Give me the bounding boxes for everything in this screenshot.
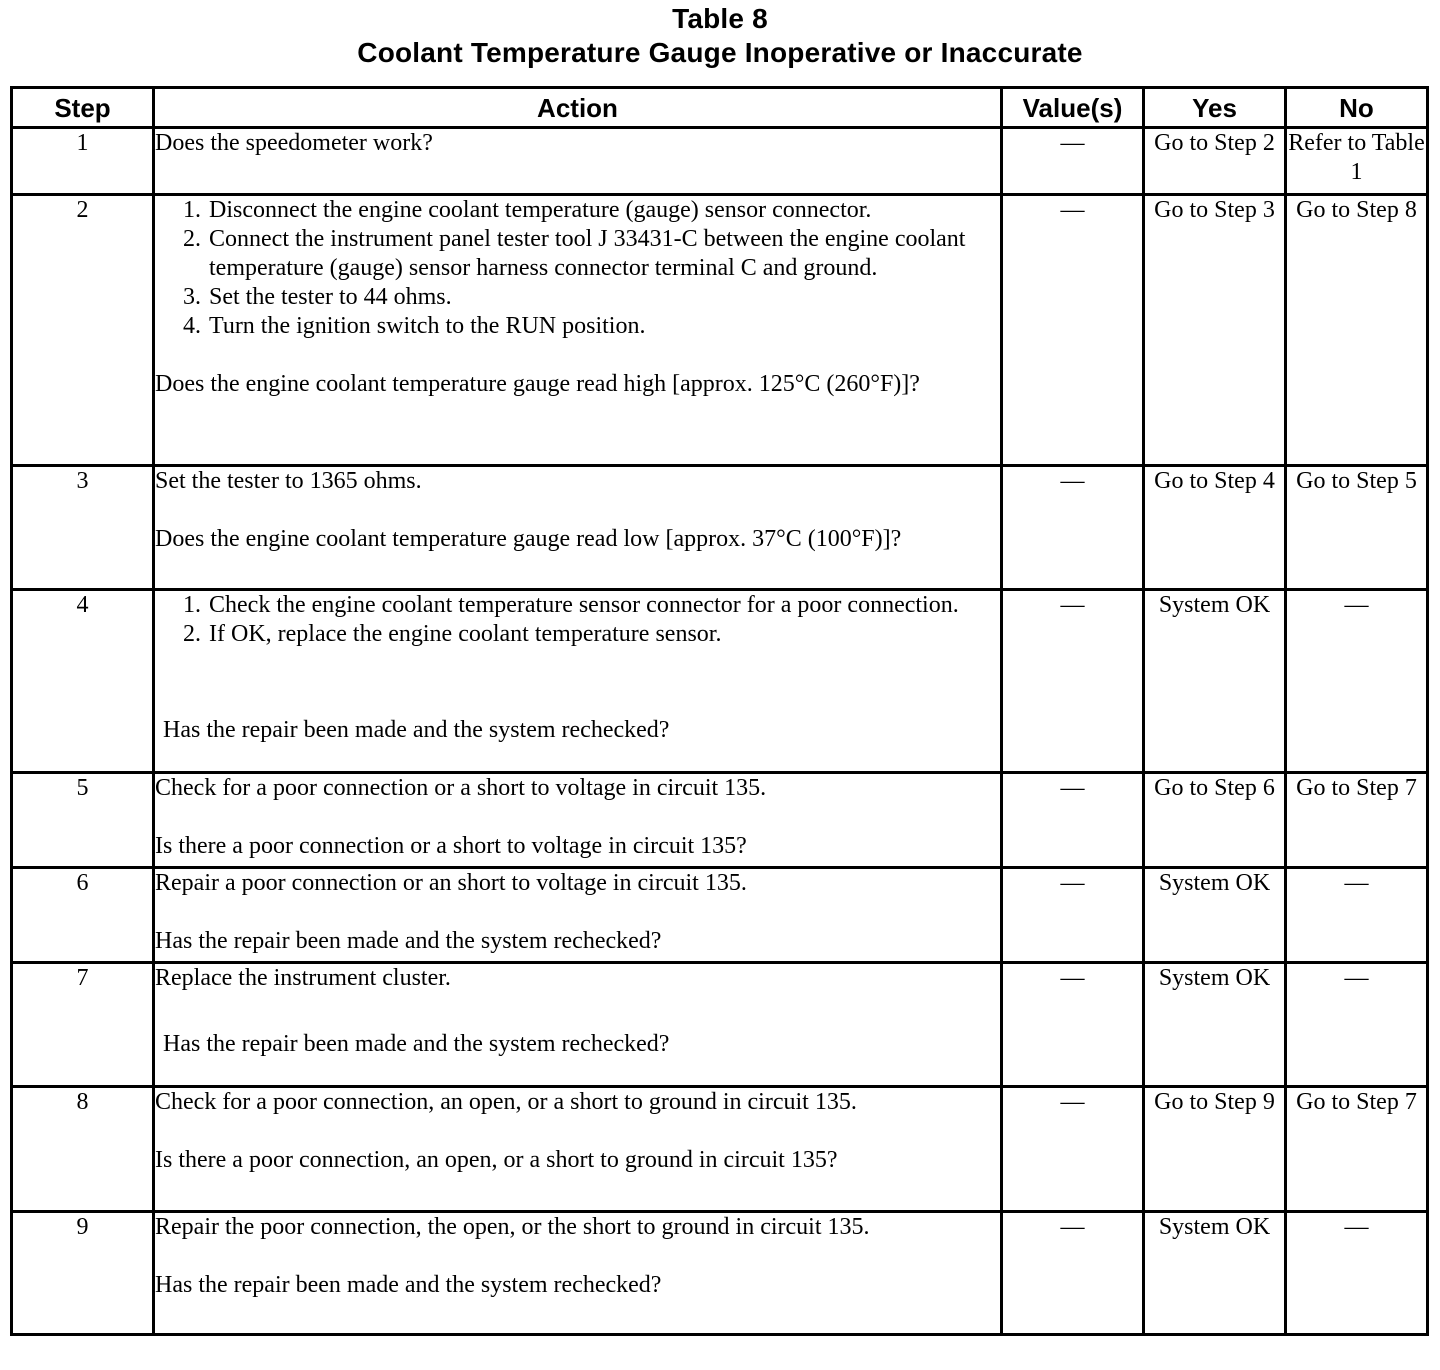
no-cell: —: [1286, 1212, 1428, 1335]
action-step-item: 1. Disconnect the engine coolant temperature (gauge) sensor connector.: [207, 196, 1000, 225]
yes-cell: Go to Step 4: [1144, 466, 1286, 590]
table-number: Table 8: [672, 3, 768, 34]
yes-cell: Go to Step 2: [1144, 128, 1286, 195]
value-cell: —: [1002, 963, 1144, 1087]
yes-cell: Go to Step 9: [1144, 1087, 1286, 1212]
action-cell: [154, 466, 1002, 590]
action-cell: [154, 963, 1002, 1087]
no-cell: —: [1286, 868, 1428, 963]
yes-cell: System OK: [1144, 1212, 1286, 1335]
action-text: Replace the instrument cluster.: [155, 965, 451, 991]
action-text: Check for a poor connection or a short to voltage in circuit 135.: [155, 775, 767, 801]
no-cell: —: [1286, 590, 1428, 773]
no-cell: Refer to Table 1: [1286, 128, 1428, 195]
step-number: 3: [12, 466, 154, 590]
table-row: [12, 868, 1428, 963]
action-text: Repair the poor connection, the open, or the short to ground in circuit 135.: [155, 1214, 870, 1240]
action-cell: [154, 1212, 1002, 1335]
action-cell: [154, 195, 1002, 466]
yes-cell: Go to Step 3: [1144, 195, 1286, 466]
action-text: Set the tester to 1365 ohms.: [155, 468, 422, 494]
action-step-item: 2. Connect the instrument panel tester tool J 33431-C between the engine coolant temperature (gauge) sensor harness connector terminal C and ground.: [207, 225, 1000, 283]
action-cell: [154, 868, 1002, 963]
action-cell: [154, 128, 1002, 195]
no-cell: Go to Step 7: [1286, 773, 1428, 868]
action-step-item: 3. Set the tester to 44 ohms.: [207, 283, 1000, 312]
table-row: [12, 1087, 1428, 1212]
action-text: Does the speedometer work?: [155, 130, 433, 156]
action-step-item: 1. Check the engine coolant temperature sensor connector for a poor connection.: [207, 591, 1000, 620]
column-header-yes: Yes: [1144, 88, 1286, 128]
action-text: Repair a poor connection or an short to voltage in circuit 135.: [155, 870, 747, 896]
action-step-item: 2. If OK, replace the engine coolant temperature sensor.: [207, 620, 1000, 649]
yes-cell: System OK: [1144, 590, 1286, 773]
action-cell: [154, 590, 1002, 773]
step-number: 8: [12, 1087, 154, 1212]
table-row: [12, 590, 1428, 773]
action-question: Does the engine coolant temperature gauge read high [approx. 125°C (260°F)]?: [155, 371, 920, 397]
step-number: 2: [12, 195, 154, 466]
value-cell: —: [1002, 195, 1144, 466]
action-question: Is there a poor connection, an open, or a short to ground in circuit 135?: [155, 1147, 838, 1173]
value-cell: —: [1002, 590, 1144, 773]
value-cell: —: [1002, 773, 1144, 868]
step-number: 4: [12, 590, 154, 773]
table-row: [12, 963, 1428, 1087]
step-number: 5: [12, 773, 154, 868]
step-number: 7: [12, 963, 154, 1087]
no-cell: Go to Step 5: [1286, 466, 1428, 590]
table-row: [12, 195, 1428, 466]
table-title: Coolant Temperature Gauge Inoperative or Inaccurate: [357, 37, 1083, 68]
column-header-values: Value(s): [1002, 88, 1144, 128]
no-cell: —: [1286, 963, 1428, 1087]
table-row: [12, 773, 1428, 868]
action-question: Has the repair been made and the system rechecked?: [163, 717, 670, 743]
diagnostic-table: [10, 86, 1429, 1336]
step-number: 6: [12, 868, 154, 963]
value-cell: —: [1002, 1212, 1144, 1335]
action-cell: [154, 773, 1002, 868]
action-question: Has the repair been made and the system rechecked?: [163, 1031, 670, 1057]
action-question: Has the repair been made and the system rechecked?: [155, 1272, 662, 1298]
no-cell: Go to Step 8: [1286, 195, 1428, 466]
value-cell: —: [1002, 466, 1144, 590]
action-cell: [154, 1087, 1002, 1212]
table-row: [12, 1212, 1428, 1335]
action-text: Check for a poor connection, an open, or a short to ground in circuit 135.: [155, 1089, 857, 1115]
step-number: 9: [12, 1212, 154, 1335]
column-header-no: No: [1286, 88, 1428, 128]
yes-cell: Go to Step 6: [1144, 773, 1286, 868]
table-row: [12, 128, 1428, 195]
yes-cell: System OK: [1144, 868, 1286, 963]
action-steps-list: [155, 591, 1000, 649]
value-cell: —: [1002, 1087, 1144, 1212]
action-step-item: 4. Turn the ignition switch to the RUN position.: [207, 312, 1000, 341]
value-cell: —: [1002, 128, 1144, 195]
step-number: 1: [12, 128, 154, 195]
column-header-step: Step: [12, 88, 154, 128]
yes-cell: System OK: [1144, 963, 1286, 1087]
action-steps-list: [155, 196, 1000, 341]
no-cell: Go to Step 7: [1286, 1087, 1428, 1212]
action-question: Does the engine coolant temperature gauge read low [approx. 37°C (100°F)]?: [155, 526, 902, 552]
column-header-action: Action: [154, 88, 1002, 128]
header-row: [12, 88, 1428, 128]
value-cell: —: [1002, 868, 1144, 963]
table-row: [12, 466, 1428, 590]
action-question: Has the repair been made and the system rechecked?: [155, 928, 662, 954]
action-question: Is there a poor connection or a short to voltage in circuit 135?: [155, 833, 747, 859]
